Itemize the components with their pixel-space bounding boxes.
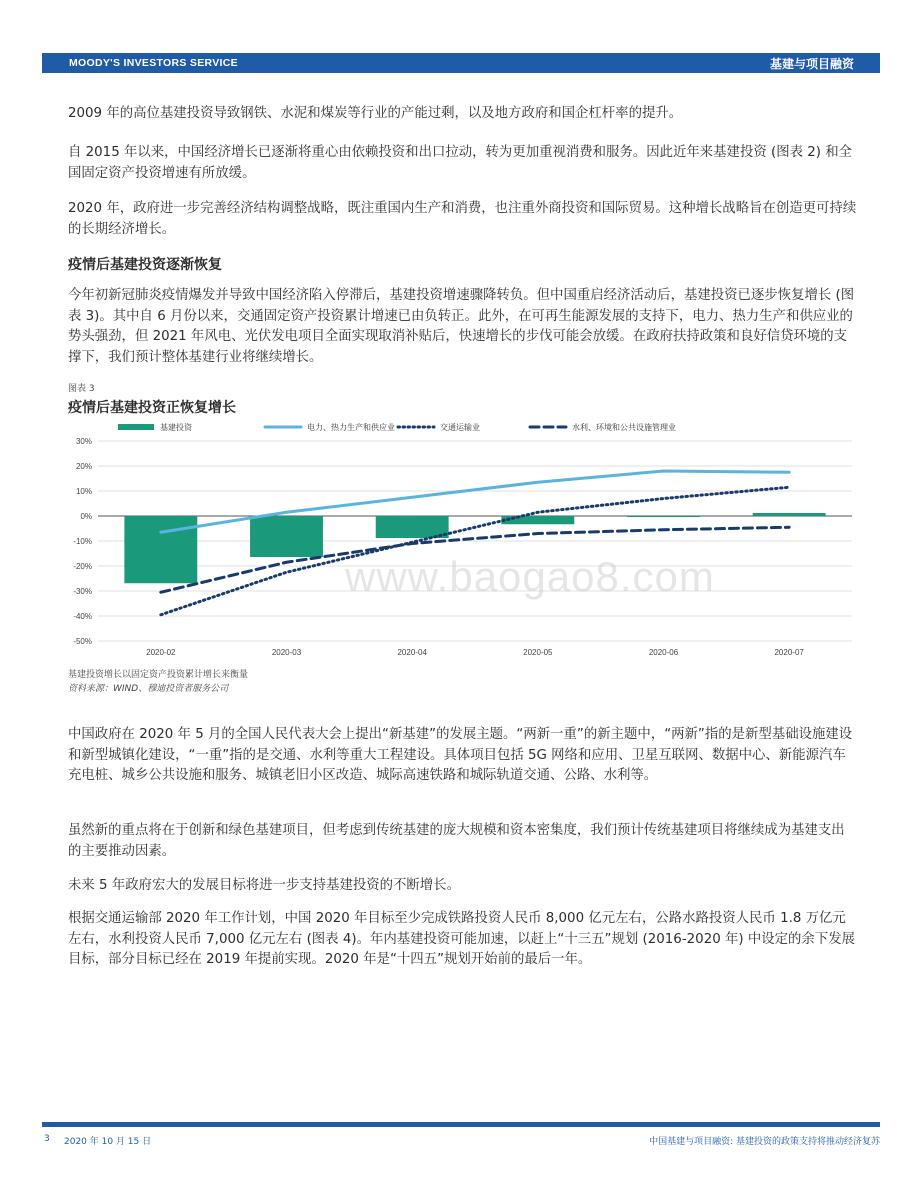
publish-date: 2020 年 10 月 15 日: [64, 1137, 152, 1147]
figure-note: 基建投资增长以固定资产投资累计增长来衡量: [68, 670, 249, 680]
y-tick-label: -40%: [73, 612, 92, 621]
watermark: www.baogao8.com: [345, 553, 715, 600]
paragraph-7: 根据交通运输部 2020 年工作计划，中国 2020 年目标至少完成铁路投资人民币 8,000 亿元左右，公路水路投资人民币 1.8 万亿元左右，水利投资人民币 7,000 亿元左右 (图表 4)。年内基建投资可能加速，以赶上“十三五”规划 (2016-2020 年) 中设定的余下发展目标，部分目标已经在 2019 年提前实现。2020 年是“十四五”规划开始前的最后一年。: [68, 911, 855, 967]
bar: [376, 516, 449, 538]
legend-label: 电力、热力生产和供应业: [307, 423, 395, 432]
paragraph-1: 2009 年的高位基建投资导致钢铁、水泥和煤炭等行业的产能过剩，以及地方政府和国企杠杆率的提升。: [68, 106, 683, 121]
infrastructure-chart: [60, 416, 860, 661]
paragraph-3: 2020 年，政府进一步完善经济结构调整战略，既注重国内生产和消费，也注重外商投资和国际贸易。这种增长战略旨在创造更可持续的长期经济增长。: [68, 201, 857, 237]
page-number: 3: [44, 1134, 50, 1144]
section-heading: 疫情后基建投资逐渐恢复: [68, 257, 222, 273]
y-tick-label: 10%: [75, 487, 92, 496]
brand-name: MOODY'S INVESTORS SERVICE: [69, 57, 238, 69]
bar: [124, 516, 197, 583]
y-tick-label: -20%: [73, 562, 92, 571]
x-tick-label: 2020-03: [271, 648, 302, 657]
bar: [753, 513, 826, 516]
x-tick-label: 2020-04: [397, 648, 427, 657]
bar: [250, 516, 323, 557]
legend-label: 交通运输业: [440, 423, 480, 432]
footer-bar: [42, 1122, 880, 1127]
figure-label: 图表 3: [68, 384, 95, 394]
x-tick-label: 2020-02: [146, 648, 176, 657]
legend-label: 水利、环境和公共设施管理业: [572, 423, 676, 432]
document-title: 中国基建与项目融资: 基建投资的政策支持将推动经济复苏: [649, 1137, 880, 1147]
paragraph-4: 中国政府在 2020 年 5 月的全国人民代表大会上提出“新基建”的发展主题。“两新一重”的新主题中，“两新”指的是新型基础设施建设和新型城镇化建设，“一重”指的是交通、水利等重大工程建设。具体项目包括 5G 网络和应用、卫星互联网、数据中心、新能源汽车充电桩、城乡公共设施和服务、城镇老旧小区改造、城际高速铁路和城际轨道交通、公路、水利等。: [68, 727, 853, 783]
y-tick-label: 20%: [75, 462, 92, 471]
paragraph-2: 自 2015 年以来，中国经济增长已逐渐将重心由依赖投资和出口拉动，转为更加重视消费和服务。因此近年来基建投资 (图表 2) 和全国固定资产投资增速有所放缓。: [68, 145, 853, 181]
section-title: 基建与项目融资: [769, 57, 854, 71]
figure-title: 疫情后基建投资正恢复增长: [68, 400, 236, 416]
bar: [627, 516, 700, 517]
section-paragraph: 今年初新冠肺炎疫情爆发并导致中国经济陷入停滞后，基建投资增速骤降转负。但中国重启经济活动后，基建投资已逐步恢复增长 (图表 3)。其中自 6 月份以来，交通固定资产投资累计增速已由负转正。此外，在可再生能源发展的支持下，电力、热力生产和供应业的势头强劲，但 2021 年风电、光伏发电项目全面实现取消补贴后，快速增长的步伐可能会放缓。在政府扶持政策和良好信贷环境的支撑下，我们预计整体基建行业将继续增长。: [68, 288, 855, 365]
y-tick-label: -30%: [73, 587, 92, 596]
legend-label: 基建投资: [160, 423, 192, 432]
header-bar: [42, 53, 880, 73]
figure-source: 资料来源：WIND、穆迪投资者服务公司: [68, 684, 229, 694]
y-tick-label: 30%: [75, 437, 92, 446]
x-tick-label: 2020-05: [523, 648, 553, 657]
paragraph-6: 未来 5 年政府宏大的发展目标将进一步支持基建投资的不断增长。: [68, 878, 460, 893]
legend-swatch: [118, 424, 154, 430]
paragraph-5: 虽然新的重点将在于创新和绿色基建项目，但考虑到传统基建的庞大规模和资本密集度，我们预计传统基建项目将继续成为基建支出的主要推动因素。: [68, 823, 845, 859]
y-tick-label: 0%: [80, 512, 92, 521]
y-tick-label: -50%: [73, 637, 92, 646]
x-tick-label: 2020-06: [648, 648, 679, 657]
x-tick-label: 2020-07: [774, 648, 804, 657]
y-tick-label: -10%: [73, 537, 92, 546]
